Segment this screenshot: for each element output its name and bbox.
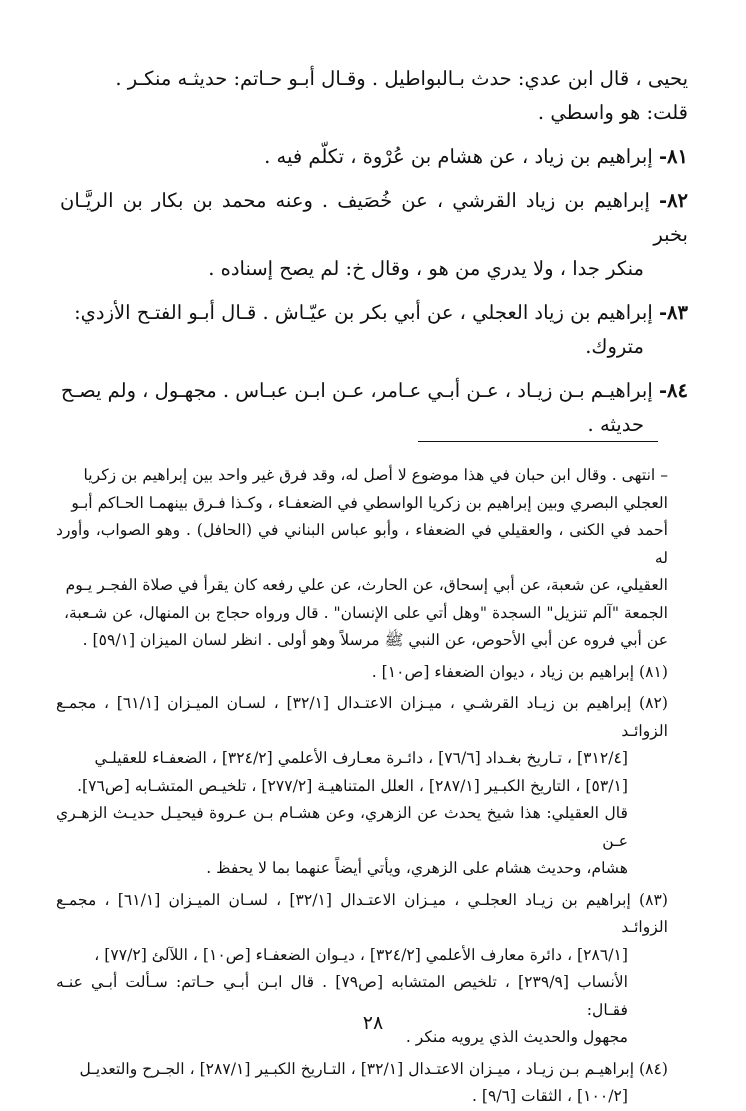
entry-text: إبراهيم بن زياد العجلي ، عن أبي بكر بن عيّـاش . قـال أبـو الفتـح الأزدي: <box>74 301 653 324</box>
entry-82-continuation: منكر جدا ، ولا يدري من هو ، وقال خ: لم يصح إسناده . <box>208 257 644 280</box>
entry-82 <box>60 184 688 252</box>
footnote-82 <box>56 690 668 883</box>
entry-text: إبراهيـم بـن زيـاد ، عـن أبـي عـامر، عـن ابـن عبـاس . مجهـول ، ولم يصـح <box>60 379 653 402</box>
footnote-84 <box>56 1056 668 1111</box>
page-number: ٢٨ <box>362 1012 384 1034</box>
footnote-line: (٨٤) إبراهيـم بـن زيـاد ، ميـزان الاعتـدال [٣٢/١] ، التـاريخ الكبـير [٢٨٧/١] ، الجـرح والتعديـل <box>79 1059 668 1078</box>
entry-number: ٨٢- <box>658 189 689 212</box>
footnote-line: [٣١٢/٤] ، تـاريخ بغـداد [٧٦/٦] ، دائـرة معـارف الأعلمي [٣٢٤/٢] ، الضعفـاء للعقيلـي <box>94 749 628 767</box>
entry-81 <box>60 140 688 174</box>
footnote-line: عن أبي فروه عن أبي الأحوص، عن النبي ﷺ مرسلاً وهو أولى . انظر لسان الميزان [٥٩/١] . <box>82 631 668 649</box>
footnote-line: مجهول والحديث الذي يرويه منكر . <box>405 1028 628 1046</box>
entry-number: ٨٣- <box>658 301 688 324</box>
footnote-line: [٥٣/١] ، التاريخ الكبـير [٢٨٧/١] ، العلل المتناهيـة [٢٧٧/٢] ، تلخيـص المتشـابه [ص٧٦]. <box>77 776 628 795</box>
footnote-line: العقيلي، عن شعبة، عن أبي إسحاق، عن الحارث، عن علي رفعه كان يقرأ في صلاة الفجـر يـوم <box>65 576 668 594</box>
continuation-line: قلت: هو واسطي . <box>537 101 688 124</box>
footnote-81 <box>56 659 668 687</box>
footnote-line: [١٠٠/٢] ، الثقات [٩/٦] . <box>471 1087 628 1105</box>
footnote-separator <box>418 441 658 442</box>
entry-number: ٨٤- <box>658 379 688 402</box>
footnote-line: أحمد في الكنى ، والعقيلي في الضعفاء ، وأبو عباس البناني في (الحافل) . وهو الصواب، وأورد له <box>56 521 668 567</box>
footnote-line: هشام، وحديث هشام على الزهري، ويأتي أيضاً عنهما بما لا يحفظ . <box>206 859 628 877</box>
footnote-line: [٢٨٦/١] ، دائرة معارف الأعلمي [٣٢٤/٢] ، ديـوان الضعفـاء [ص١٠] ، اللآلئ [٧٧/٢] ، <box>94 945 628 964</box>
footnote-line: (٨١) إبراهيم بن زياد ، ديوان الضعفاء [ص١٠] . <box>371 662 668 681</box>
continuation-line: يحيى ، قال ابن عدي: حدث بـالبواطيل . وقـال أبـو حـاتم: حديثـه منكـر . <box>115 67 688 90</box>
entry-84-continuation: حديثه . <box>587 413 644 436</box>
entry-84 <box>60 374 688 408</box>
entry-83-continuation: متروك. <box>585 335 644 358</box>
entry-number: ٨١- <box>658 145 688 168</box>
footnote-line: (٨٢) إبراهيم بن زيـاد القرشـي ، ميـزان الاعتـدال [٣٢/١] ، لسـان الميـزان [٦١/١] ، مجمـع الزوائـد <box>56 694 668 740</box>
footnote-line: – انتهى . وقال ابن حبان في هذا موضوع لا أصل له، وقد فرق غير واحد بين إبراهيم بن زكريا <box>83 466 668 484</box>
entry-text: إبراهيم بن زياد ، عن هشام بن عُرْوة ، تكلّم فيه . <box>264 145 653 168</box>
main-text <box>60 62 688 442</box>
entry-text: إبراهيم بن زياد القرشي ، عن خُصَيف . وعنه محمد بن بكار بن الريَّـان بخبر <box>60 189 688 246</box>
footnote-line: قال العقيلي: هذا شيخ يحدث عن الزهري، وعن هشـام بـن عـروة فيحيـل حديـث الزهـري عـن <box>56 804 628 850</box>
footnote-line: (٨٣) إبراهيم بن زيـاد العجلـي ، ميـزان الاعتـدال [٣٢/١] ، لسـان الميـزان [٦١/١] ، مجمـع الزوائـد <box>56 890 668 936</box>
footnote-continuation <box>56 462 668 655</box>
entry-83 <box>60 296 688 330</box>
footnote-line: الجمعة "آلم تنزيل" السجدة "وهل أتي على الإنسان" . قال ورواه حجاج بن المنهال، عن شـعبة، <box>64 603 668 622</box>
footnote-line: الأنساب [٢٣٩/٩] ، تلخيص المتشابه [ص٧٩] . قال ابـن أبـي حـاتم: سـألت أبـي عنـه فقـال: <box>56 973 629 1019</box>
footnote-line: العجلي البصري وبين إبراهيم بن زكريا الواسطي في الضعفـاء ، وكـذا فـرق بينهمـا الحـاكم أبـو <box>71 493 668 512</box>
